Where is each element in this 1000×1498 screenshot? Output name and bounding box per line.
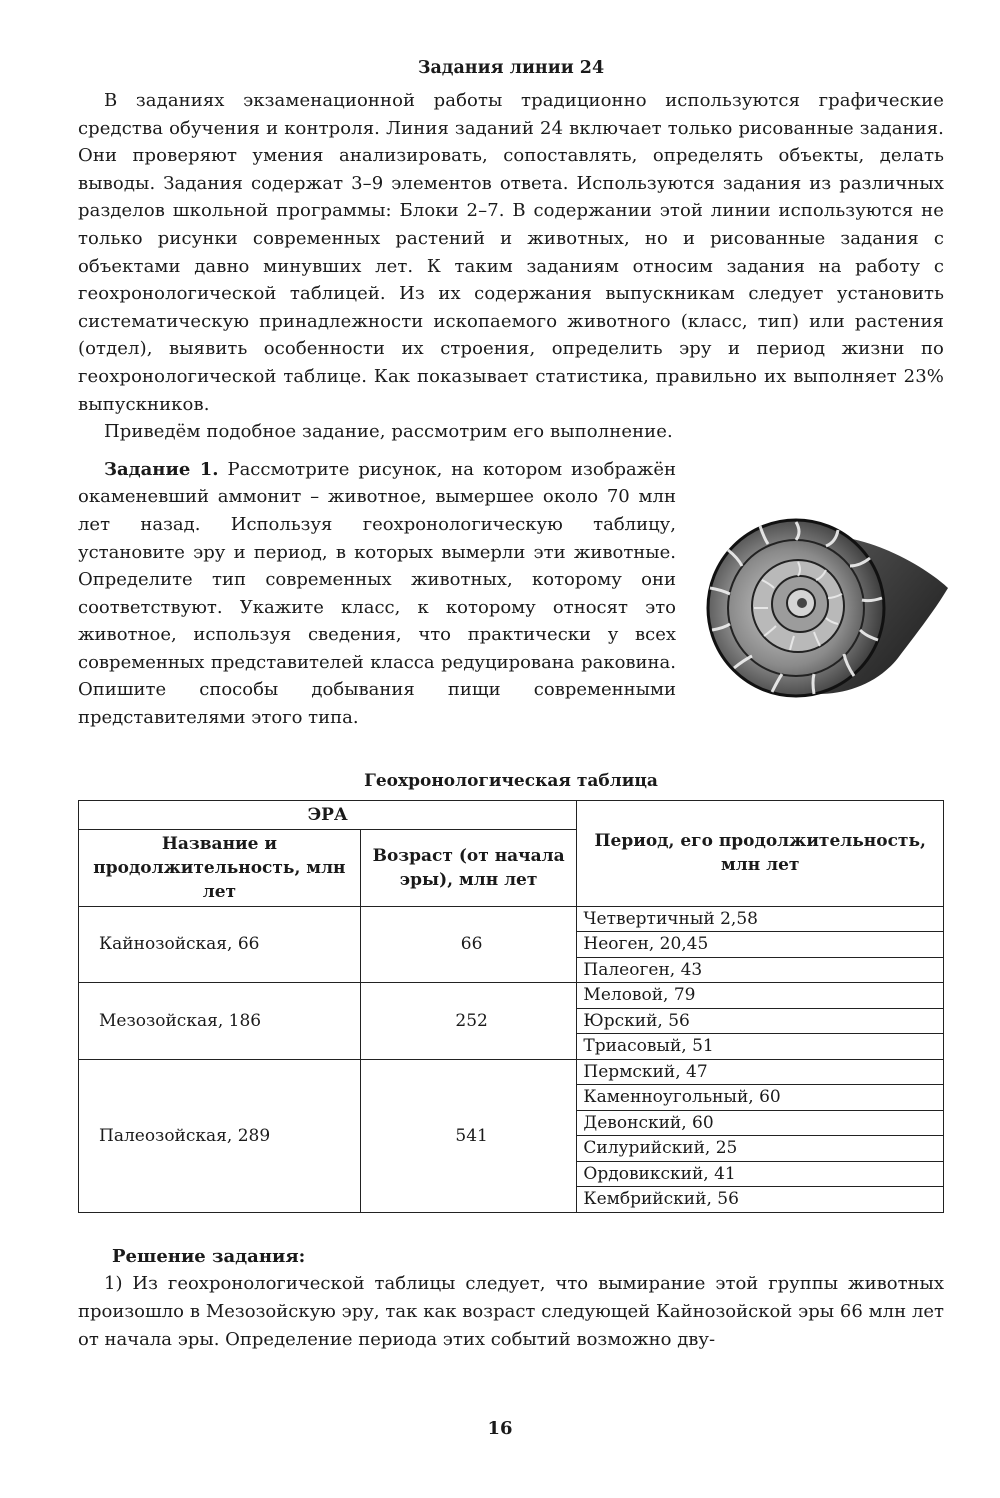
period-cell: Триасовый, 51 [577,1034,944,1060]
era-name-header: Название и продолжительность, млн лет [79,829,361,906]
period-cell: Неоген, 20,45 [577,932,944,958]
era-age-cell: 541 [360,1059,577,1212]
task-body: Рассмотрите рисунок, на котором изображён окаменевший аммонит – животное, вымершее около 70 млн лет назад. Используя геохронологическую таблицу, установите эру и период, в которых вымерли эти животные. Определите тип современных животных, которому они соответствуют. Укажите класс, к которому относят это животное, используя сведения, что практически у всех современных представителей класса редуцирована раковина. Опишите способы добывания пищи современными представителями этого типа. [78,458,676,729]
task-label: Задание 1. [104,458,219,480]
solution-title: Решение задания: [112,1245,306,1267]
era-age-cell: 252 [360,983,577,1060]
era-name-cell: Палеозойская, 289 [79,1059,361,1212]
intro-paragraph-2: Приведём подобное задание, рассмотрим его выполнение. [104,421,673,443]
table-row [79,1059,944,1085]
period-cell: Четвертичный 2,58 [577,906,944,932]
era-age-cell: 66 [360,906,577,983]
period-cell: Юрский, 56 [577,1008,944,1034]
table-row [79,906,944,932]
task-text [78,456,676,732]
era-age-header: Возраст (от начала эры), млн лет [360,829,577,906]
period-cell: Кембрийский, 56 [577,1187,944,1213]
solution-text: 1) Из геохронологической таблицы следует, что вымирание этой группы животных произошло в Мезозойскую эру, так как возраст следующей Кайнозойской эры 66 млн лет от начала эры. Определение периода этих событий возможно дву- [78,1273,944,1350]
period-cell: Пермский, 47 [577,1059,944,1085]
era-name-cell: Мезозойская, 186 [79,983,361,1060]
table-row [79,983,944,1009]
intro-paragraph: В заданиях экзаменационной работы традиционно используются графические средства обучения и контроля. Линия заданий 24 включает только рисованные задания. Они проверяют умения анализировать, сопоставлять, определять объекты, делать выводы. Задания содержат 3–9 элементов ответа. Используются задания из различных разделов школьной программы: Блоки 2–7. В содержании этой линии используются не только рисунки современных растений и животных, но и рисованные задания с объектами давно минувших лет. К таким заданиям относим задания на работу с геохронологической таблицей. Из их содержания выпускникам следует установить систематическую принадлежности ископаемого животного (класс, тип) или растения (отдел), выявить особенности их строения, определить эру и период жизни по геохронологической таблице. Как показывает статистика, правильно их выполняет 23% выпускников. [78,90,944,415]
period-cell: Девонский, 60 [577,1110,944,1136]
period-header: Период, его продолжительность, млн лет [577,800,944,906]
period-cell: Меловой, 79 [577,983,944,1009]
era-name-cell: Кайнозойская, 66 [79,906,361,983]
ammonite-image [698,518,960,698]
section-title: Задания линии 24 [417,58,605,78]
geochronological-table [78,800,944,1213]
solution-block [78,1243,944,1353]
period-cell: Силурийский, 25 [577,1136,944,1162]
period-cell: Каменноугольный, 60 [577,1085,944,1111]
table-title: Геохронологическая таблица [364,770,658,791]
period-cell: Ордовикский, 41 [577,1161,944,1187]
page-number: 16 [487,1418,513,1439]
task-block [78,456,944,746]
period-cell: Палеоген, 43 [577,957,944,983]
table-body [79,906,944,1212]
era-header: ЭРА [79,800,577,829]
page [78,55,944,1353]
